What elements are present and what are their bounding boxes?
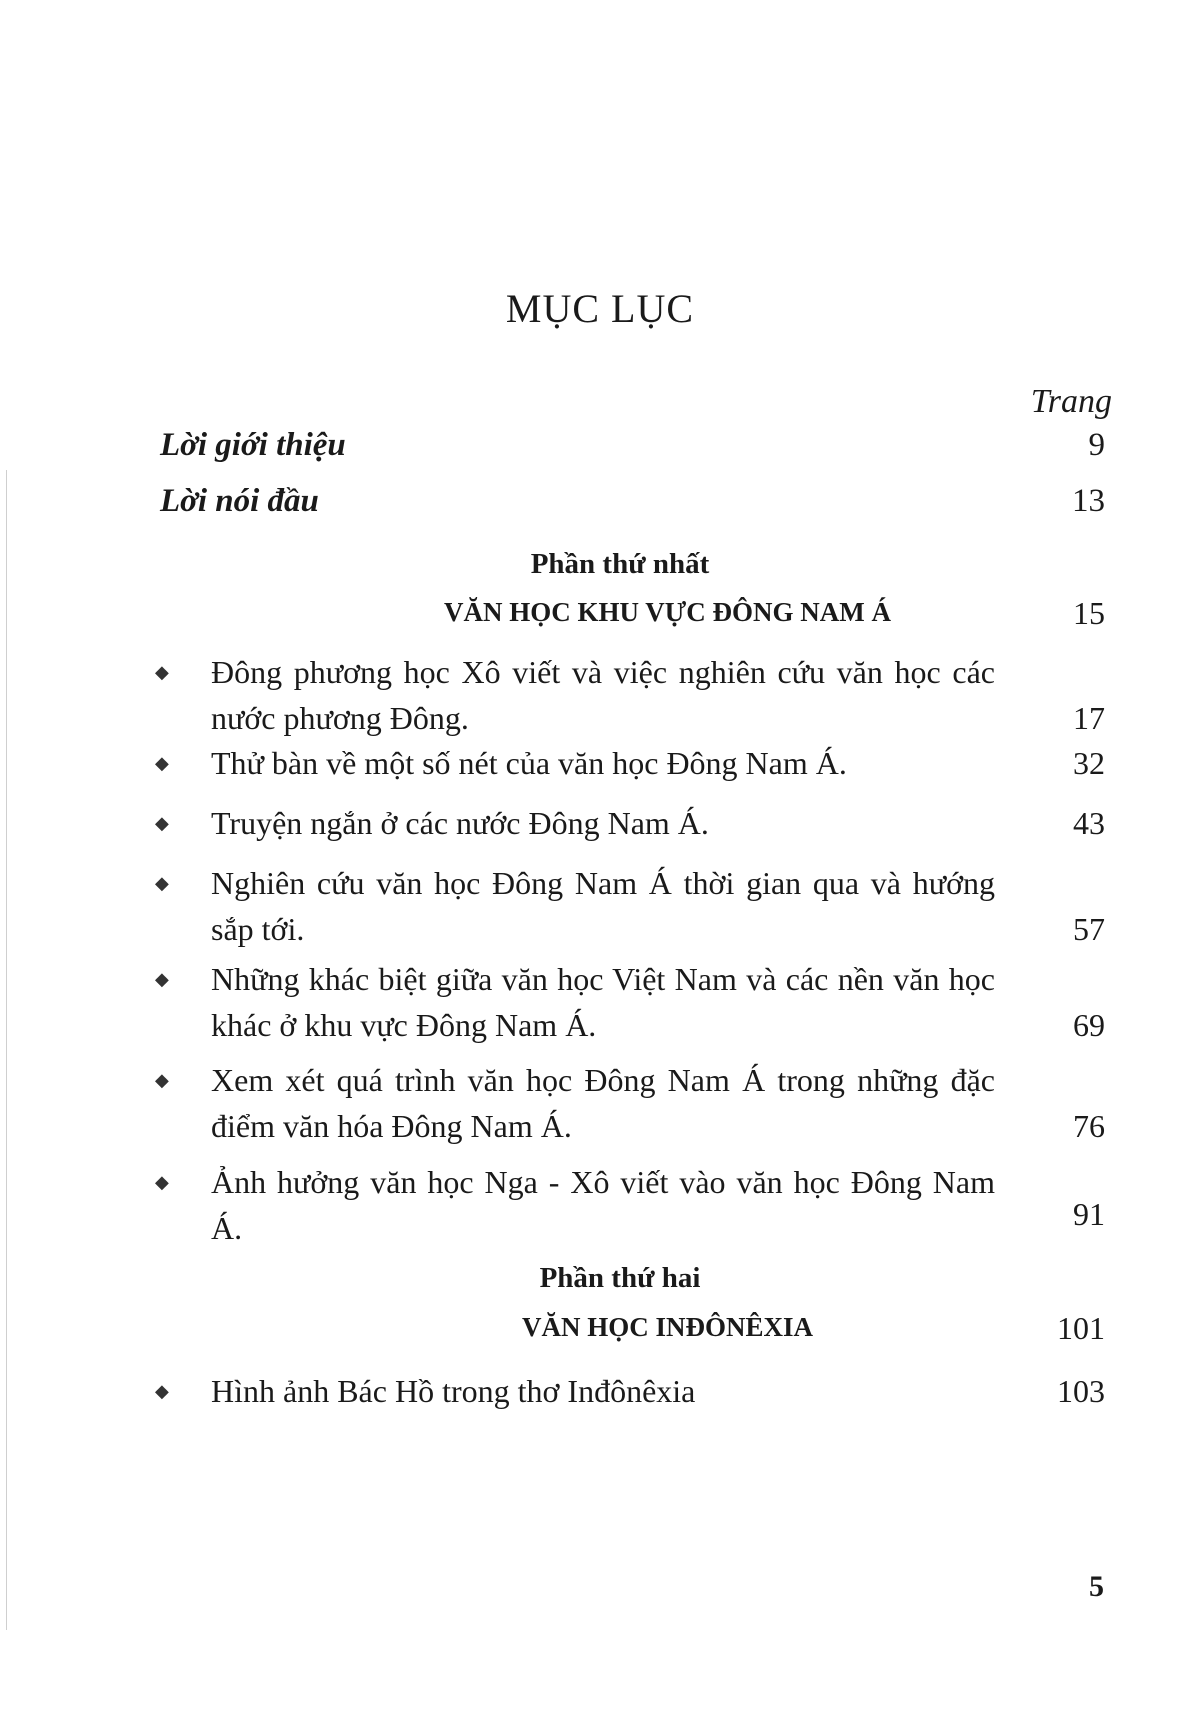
toc-entry-title: Hình ảnh Bác Hồ trong thơ Inđônêxia [211,1373,696,1409]
toc-entry-page: 76 [1073,1108,1105,1144]
diamond-bullet-icon: ◆ [155,1172,169,1192]
page-title: MỤC LỤC [505,286,695,331]
toc-entry-page: 57 [1073,911,1105,947]
toc-entry-title: Những khác biệt giữa văn học Việt Nam và các nền văn học khác ở khu vực Đông Nam Á. [211,961,995,1043]
toc-entry [155,740,1105,786]
toc-front-entry [160,483,1105,529]
toc-entry-title: Đông phương học Xô viết và việc nghiên cứu văn học các nước phương Đông. [211,654,995,736]
toc-entry [155,800,1105,846]
diamond-bullet-icon: ◆ [155,1381,169,1401]
toc-entry-title: Ảnh hưởng văn học Nga - Xô viết vào văn học Đông Nam Á. [211,1164,995,1246]
diamond-bullet-icon: ◆ [155,969,169,989]
toc-entry-title: Lời nói đầu [160,483,319,519]
part-subheading-row [160,597,1105,637]
page-number: 5 [1089,1570,1104,1603]
diamond-bullet-icon: ◆ [155,873,169,893]
toc-entry-page: 13 [1072,483,1105,519]
diamond-bullet-icon: ◆ [155,813,169,833]
toc-entry-page: 17 [1073,700,1105,736]
toc-entry-title: Nghiên cứu văn học Đông Nam Á thời gian qua và hướng sắp tới. [211,865,995,947]
toc-front-entry [160,427,1105,473]
toc-entry [155,860,1105,952]
scan-edge-line [6,470,7,1630]
diamond-bullet-icon: ◆ [155,753,169,773]
toc-entry-page: 101 [1057,1310,1105,1346]
part-subheading: VĂN HỌC INĐÔNÊXIA [521,1312,813,1342]
part-heading: Phần thứ hai [539,1262,701,1294]
toc-entry-page: 69 [1073,1007,1105,1043]
part-heading: Phần thứ nhất [530,548,710,580]
toc-entry-page: 103 [1057,1373,1105,1409]
toc-entry-page: 32 [1073,745,1105,781]
part-subheading-row [160,1312,1105,1352]
toc-entry-title: Truyện ngắn ở các nước Đông Nam Á. [211,805,709,841]
toc-entry [155,1159,1105,1251]
toc-entry [155,1368,1105,1414]
toc-entry [155,956,1105,1048]
page-column-label: Trang [1030,383,1112,420]
toc-entry-page: 43 [1073,805,1105,841]
toc-entry [155,1057,1105,1149]
toc-entry-title: Lời giới thiệu [160,427,346,463]
toc-entry-page: 91 [1073,1196,1105,1232]
diamond-bullet-icon: ◆ [155,662,169,682]
toc-entry [155,649,1105,741]
toc-entry-page: 15 [1073,595,1105,631]
toc-entry-title: Xem xét quá trình văn học Đông Nam Á trong những đặc điểm văn hóa Đông Nam Á. [211,1062,995,1144]
toc-entry-title: Thử bàn về một số nét của văn học Đông Nam Á. [211,745,847,781]
part-subheading: VĂN HỌC KHU VỰC ĐÔNG NAM Á [444,597,891,627]
toc-entry-page: 9 [1088,427,1105,463]
diamond-bullet-icon: ◆ [155,1070,169,1090]
